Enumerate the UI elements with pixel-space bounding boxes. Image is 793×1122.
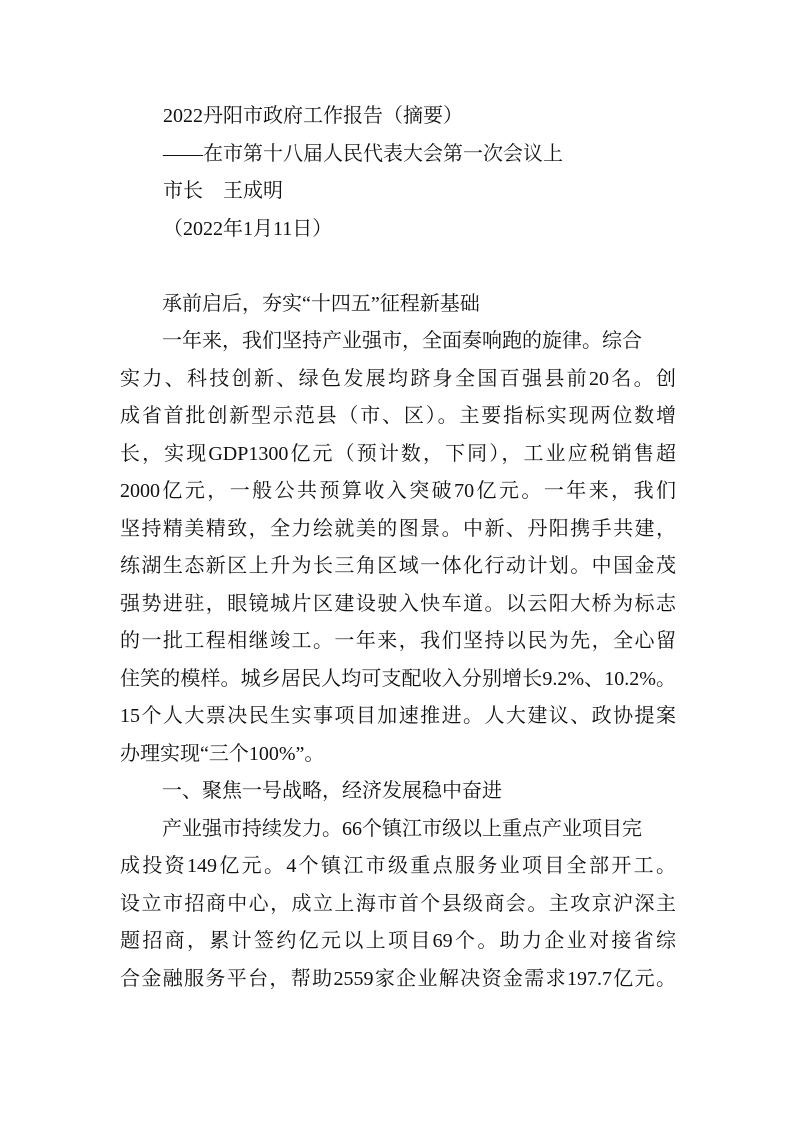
paragraph-line: 2000亿元，一般公共预算收入突破70亿元。一年来，我们	[120, 480, 676, 502]
paragraph-line: 长，实现GDP1300亿元（预计数，下同），工业应税销售超	[120, 442, 676, 465]
section-heading: 承前启后，夯实“十四五”征程新基础	[162, 292, 480, 315]
report-date: （2022年1月11日）	[163, 217, 333, 240]
paragraph-line: 办理实现“三个100%”。	[120, 742, 325, 765]
paragraph-line: 成投资149亿元。4个镇江市级重点服务业项目全部开工。	[120, 855, 676, 877]
paragraph-line: 一年来，我们坚持产业强市，全面奏响跑的旋律。综合	[162, 330, 642, 352]
paragraph-line: 题招商，累计签约亿元以上项目69个。助力企业对接省综	[120, 930, 676, 952]
report-subtitle: ——在市第十八届人民代表大会第一次会议上	[163, 142, 563, 165]
section-heading: 一、聚焦一号战略，经济发展稳中奋进	[162, 780, 502, 802]
paragraph-line: 实力、科技创新、绿色发展均跻身全国百强县前20名。创	[120, 367, 676, 390]
paragraph-line: 成省首批创新型示范县（市、区）。主要指标实现两位数增	[120, 405, 676, 427]
paragraph-line: 强势进驻，眼镜城片区建设驶入快车道。以云阳大桥为标志	[120, 592, 676, 615]
paragraph-line: 合金融服务平台，帮助2559家企业解决资金需求197.7亿元。	[120, 967, 676, 990]
report-speaker: 市长 王成明	[163, 180, 283, 202]
paragraph-line: 15个人大票决民生实事项目加速推进。人大建议、政协提案	[120, 705, 676, 727]
paragraph-line: 产业强市持续发力。66个镇江市级以上重点产业项目完	[162, 817, 642, 840]
document-page	[120, 98, 676, 998]
paragraph-line: 设立市招商中心，成立上海市首个县级商会。主攻京沪深主	[120, 892, 676, 915]
paragraph-line: 住笑的模样。城乡居民人均可支配收入分别增长9.2%、10.2%。	[120, 667, 676, 690]
report-title: 2022丹阳市政府工作报告（摘要）	[163, 105, 463, 127]
paragraph-line: 坚持精美精致，全力绘就美的图景。中新、丹阳携手共建，	[120, 517, 676, 540]
blank-line	[120, 248, 676, 286]
paragraph-line: 练湖生态新区上升为长三角区域一体化行动计划。中国金茂	[120, 555, 676, 577]
paragraph-line: 的一批工程相继竣工。一年来，我们坚持以民为先，全心留	[120, 630, 676, 652]
